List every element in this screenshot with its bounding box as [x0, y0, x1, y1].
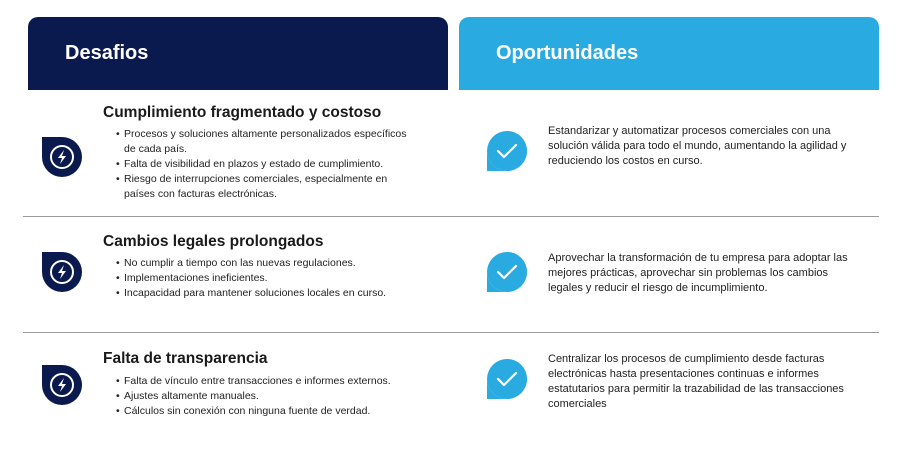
- checkmark-icon: [485, 357, 529, 401]
- lightning-bolt-icon: [40, 250, 84, 294]
- divider: [23, 216, 879, 217]
- list-item: • Cálculos sin conexión con ninguna fuente de verdad.: [116, 404, 416, 419]
- checkmark-icon: [485, 129, 529, 173]
- row-1-opportunity: Estandarizar y automatizar procesos comerciales con una solución válida para todo el mundo, aumentando la agilidad y reduciendo los costos en curso.: [548, 125, 847, 167]
- lightning-bolt-icon: [40, 363, 84, 407]
- opportunities-header-label: Oportunidades: [496, 42, 639, 64]
- list-item: • Riesgo de interrupciones comerciales, especialmente en países con facturas electrónicas.: [116, 172, 416, 202]
- row-1-title: Cumplimiento fragmentado y costoso: [103, 104, 382, 121]
- opportunities-header: [459, 17, 879, 90]
- list-item: • Ajustes altamente manuales.: [116, 389, 416, 404]
- row-3-title: Falta de transparencia: [103, 350, 268, 367]
- row-3-opportunity: Centralizar los procesos de cumplimiento desde facturas electrónicas hasta presentaciones continuas e informes estatutarios para permitir la trazabilidad de las transacciones comerciales: [548, 353, 844, 410]
- list-item: • Procesos y soluciones altamente personalizados específicos de cada país.: [116, 127, 416, 157]
- list-item: • Incapacidad para mantener soluciones locales en curso.: [116, 286, 416, 301]
- row-2-bullets: [116, 256, 416, 301]
- lightning-bolt-icon: [40, 135, 84, 179]
- divider: [23, 332, 879, 333]
- list-item: • Falta de visibilidad en plazos y estado de cumplimiento.: [116, 157, 416, 172]
- challenges-header-label: Desafios: [65, 42, 149, 64]
- list-item: • Implementaciones ineficientes.: [116, 271, 416, 286]
- row-3-bullets: [116, 374, 416, 419]
- challenges-header: [28, 17, 448, 90]
- row-2-opportunity: Aprovechar la transformación de tu empresa para adoptar las mejores prácticas, aprovechar sin problemas los cambios legales y reducir el riesgo de incumplimiento.: [548, 252, 848, 294]
- list-item: • Falta de vínculo entre transacciones e informes externos.: [116, 374, 416, 389]
- row-2-title: Cambios legales prolongados: [103, 233, 324, 250]
- row-1-bullets: [116, 127, 416, 202]
- checkmark-icon: [485, 250, 529, 294]
- list-item: • No cumplir a tiempo con las nuevas regulaciones.: [116, 256, 416, 271]
